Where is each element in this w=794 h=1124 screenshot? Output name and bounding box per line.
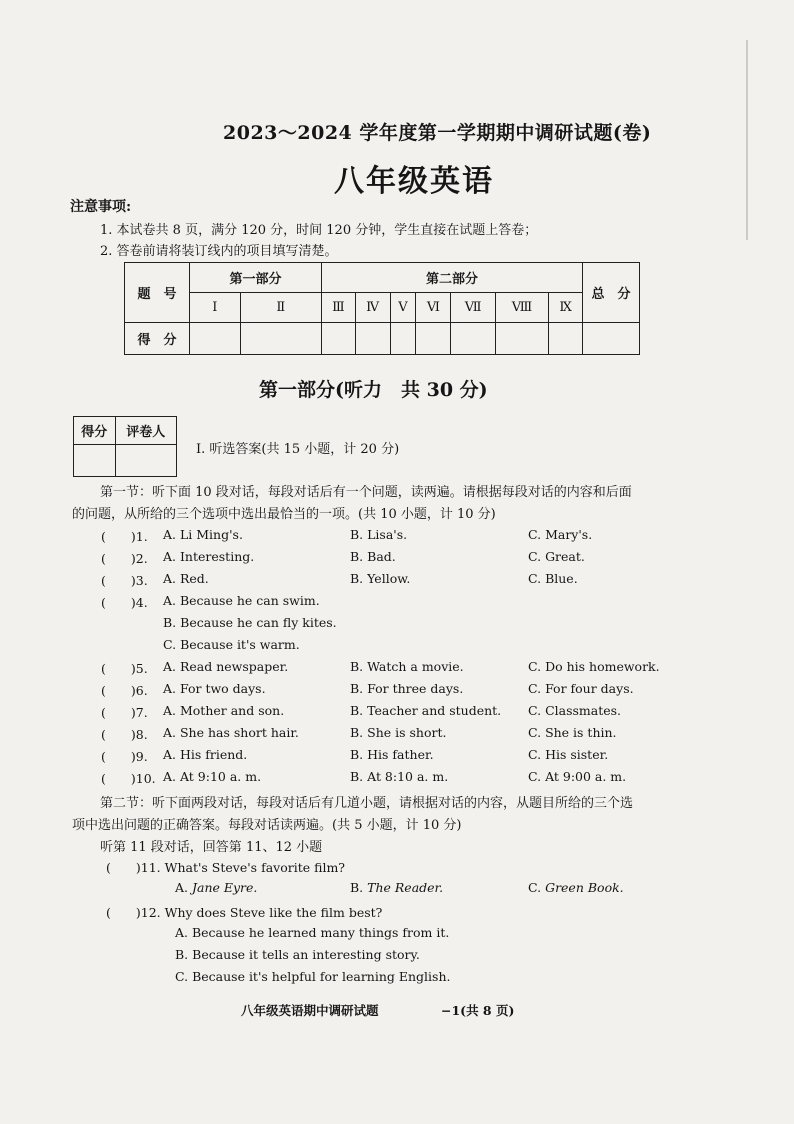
note-item-1: 1. 本试卷共 8 页，满分 120 分，时间 120 分钟，学生直接在试题上答卷；	[100, 223, 538, 238]
option-a: A. Because he can swim.	[163, 593, 320, 608]
section1-instructions-line1: 第一节：听下面 10 段对话，每段对话后有一个问题，读两遍。请根据每段对话的内容和后面	[100, 485, 632, 500]
option-c: C. Classmates.	[528, 703, 622, 718]
score-table-numeral: Ⅰ	[190, 293, 241, 323]
score-table-numeral: Ⅴ	[390, 293, 416, 323]
option-c: C. Great.	[528, 549, 585, 564]
score-table-numeral: Ⅸ	[549, 293, 583, 323]
part1-title: 第一部分(听力 共 30 分)	[259, 379, 488, 401]
option-b: B. At 8:10 a. m.	[350, 769, 449, 784]
option-c: C. Mary's.	[528, 527, 593, 542]
page-number: −1(共 8 页)	[441, 1003, 515, 1018]
dialog11-intro: 听第 11 段对话，回答第 11、12 小题	[100, 840, 323, 855]
section2-instructions-line1: 第二节：听下面两段对话，每段对话后有几道小题，请根据对话的内容，从题目所给的三个选	[100, 796, 634, 811]
score-cell[interactable]	[549, 323, 583, 355]
option-letter: B.	[350, 880, 368, 895]
score-cell[interactable]	[190, 323, 241, 355]
question-number: ( )2.	[101, 551, 148, 566]
option-b: B. She is short.	[350, 725, 447, 740]
q12-option-a: A. Because he learned many things from it.	[175, 925, 450, 940]
section-title: Ⅰ. 听选答案(共 15 小题，计 20 分)	[196, 442, 400, 457]
question-number: ( )4.	[101, 595, 148, 610]
q11-stem: ( )11. What's Steve's favorite film?	[106, 860, 345, 875]
option-text: Green Book.	[545, 880, 624, 895]
option-a: A. For two days.	[163, 681, 266, 696]
question-number: ( )1.	[101, 529, 148, 544]
option-a: A. She has short hair.	[163, 725, 299, 740]
option-a: A. Interesting.	[163, 549, 255, 564]
option-c: C. Because it's warm.	[163, 637, 300, 652]
option-c: C. For four days.	[528, 681, 634, 696]
q12-option-b: B. Because it tells an interesting story.	[175, 947, 420, 962]
note-item-2: 2. 答卷前请将装订线内的项目填写清楚。	[100, 244, 338, 259]
option-a: A. Mother and son.	[163, 703, 285, 718]
option-a: A. At 9:10 a. m.	[163, 769, 262, 784]
q11-option-c	[528, 880, 624, 895]
footer-title: 八年级英语期中调研试题	[241, 1003, 379, 1018]
score-cell[interactable]	[321, 323, 355, 355]
grader-name-label: 评卷人	[115, 417, 177, 445]
option-letter: C.	[528, 880, 546, 895]
score-table-row-label: 题 号	[125, 263, 190, 323]
score-cell[interactable]	[451, 323, 495, 355]
score-table-numeral: Ⅱ	[240, 293, 321, 323]
question-number: ( )10.	[101, 771, 156, 786]
option-c: C. At 9:00 a. m.	[528, 769, 627, 784]
section2-instructions-line2: 项中选出问题的正确答案。每段对话读两遍。(共 5 小题，计 10 分)	[72, 818, 462, 833]
score-cell[interactable]	[416, 323, 451, 355]
option-b: B. His father.	[350, 747, 434, 762]
option-b: B. Yellow.	[350, 571, 411, 586]
grader-score-label: 得分	[74, 417, 116, 445]
question-number: ( )5.	[101, 661, 148, 676]
score-table-part2: 第二部分	[321, 263, 582, 293]
option-b: B. Watch a movie.	[350, 659, 464, 674]
option-b: B. Because he can fly kites.	[163, 615, 337, 630]
option-a: A. Red.	[163, 571, 209, 586]
option-b: B. Bad.	[350, 549, 396, 564]
option-a: A. Li Ming's.	[163, 527, 243, 542]
option-b: B. Lisa's.	[350, 527, 408, 542]
question-number: ( )9.	[101, 749, 148, 764]
option-text: Jane Eyre.	[191, 880, 258, 895]
score-table-score-label: 得 分	[125, 323, 190, 355]
q12-stem: ( )12. Why does Steve like the film best?	[106, 905, 383, 920]
score-table-numeral: Ⅲ	[321, 293, 355, 323]
grader-name-cell[interactable]	[115, 445, 177, 477]
option-letter: A.	[175, 880, 192, 895]
score-table	[124, 262, 640, 355]
score-table-total: 总 分	[583, 263, 640, 323]
question-number: ( )7.	[101, 705, 148, 720]
option-c: C. His sister.	[528, 747, 609, 762]
score-cell[interactable]	[240, 323, 321, 355]
score-table-part1: 第一部分	[190, 263, 322, 293]
q11-option-a	[175, 880, 257, 895]
option-a: A. His friend.	[163, 747, 248, 762]
notes-heading: 注意事项:	[70, 199, 132, 215]
option-c: C. Do his homework.	[528, 659, 660, 674]
question-number: ( )3.	[101, 573, 148, 588]
score-table-numeral: Ⅶ	[451, 293, 495, 323]
score-cell[interactable]	[355, 323, 390, 355]
grader-score-cell[interactable]	[74, 445, 116, 477]
score-table-numeral: Ⅳ	[355, 293, 390, 323]
exam-subtitle: 八年级英语	[334, 164, 494, 199]
section1-instructions-line2: 的问题，从所给的三个选项中选出最恰当的一项。(共 10 小题，计 10 分)	[72, 507, 496, 522]
question-number: ( )8.	[101, 727, 148, 742]
option-a: A. Read newspaper.	[163, 659, 289, 674]
total-score-cell[interactable]	[583, 323, 640, 355]
exam-title: 2023～2024 学年度第一学期期中调研试题(卷)	[223, 122, 652, 144]
option-b: B. For three days.	[350, 681, 464, 696]
score-cell[interactable]	[495, 323, 548, 355]
score-table-numeral: Ⅵ	[416, 293, 451, 323]
option-c: C. She is thin.	[528, 725, 617, 740]
score-table-numeral: Ⅷ	[495, 293, 548, 323]
option-b: B. Teacher and student.	[350, 703, 502, 718]
margin-scan-line	[746, 40, 748, 240]
score-cell[interactable]	[390, 323, 416, 355]
option-text: The Reader.	[367, 880, 444, 895]
q12-option-c: C. Because it's helpful for learning English.	[175, 969, 451, 984]
question-number: ( )6.	[101, 683, 148, 698]
option-c: C. Blue.	[528, 571, 578, 586]
grader-box	[73, 416, 177, 477]
q11-option-b	[350, 880, 443, 895]
